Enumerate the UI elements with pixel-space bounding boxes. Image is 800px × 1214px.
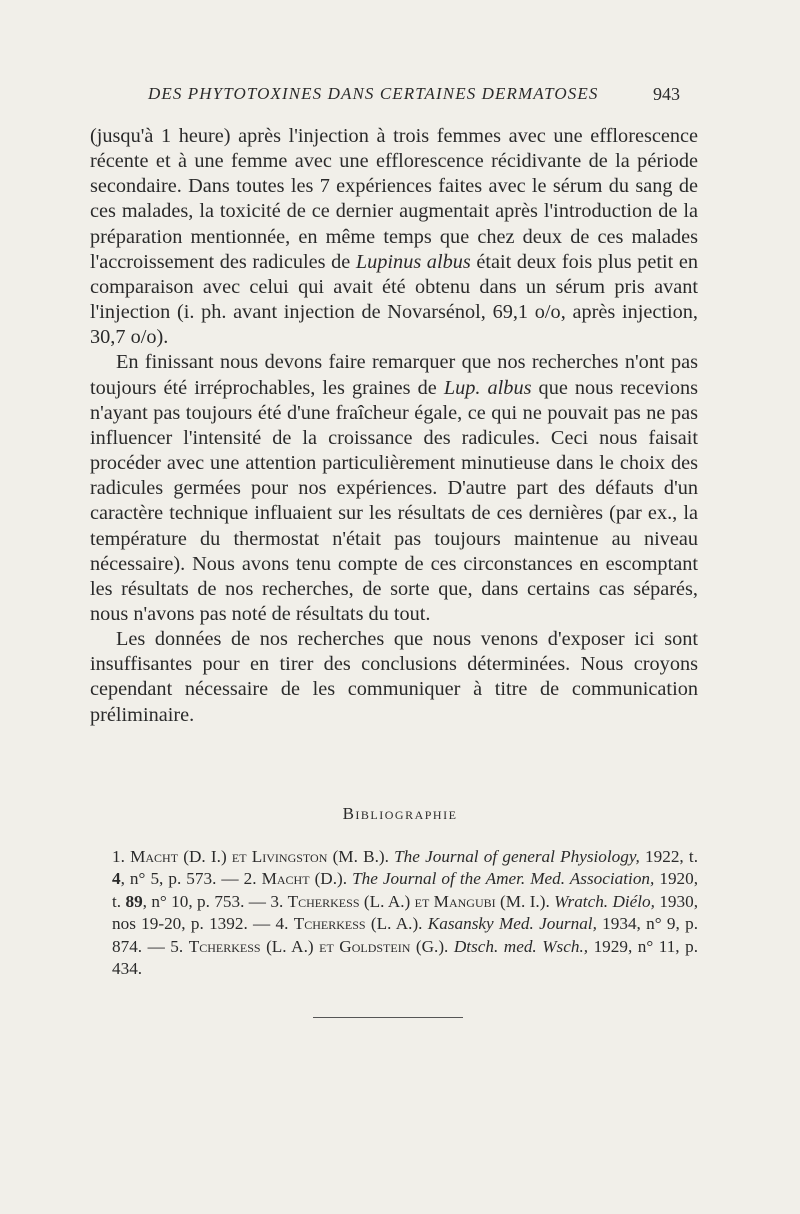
species-name: Lupinus albus bbox=[355, 250, 471, 273]
paragraph-2-text-a: En finissant nous devons faire remarquer que nos recherches n'ont pas toujours été irréprochables, les graines de bbox=[90, 351, 698, 399]
ref-1-detail-a: 1922, t. bbox=[639, 847, 699, 866]
paragraph-1 bbox=[90, 124, 698, 350]
ref-5-authors: Tcherkess (L. A.) et Goldstein (G.). bbox=[188, 936, 449, 956]
species-abbrev: Lup. albus bbox=[443, 376, 532, 399]
ref-2-detail-b: , n° 10, p. 753. — 3. bbox=[142, 891, 288, 911]
ref-5-detail: 1929, n° 11, p. 434. bbox=[112, 936, 699, 979]
article-body bbox=[90, 124, 698, 728]
ref-1-volume: 4 bbox=[112, 869, 121, 889]
ref-1-journal: The Journal of general Physiology, bbox=[394, 847, 640, 866]
paragraph-2-text-b: que nous recevions n'ayant pas toujours été d'une fraîcheur égale, ce qui ne pouvait pas ne pas influencer l'intensité de la croissance des radicules. Ceci nous faisait procéder avec une attention particulièrement minutieuse dans le choix des radicules germées pour nos expériences. D'autre part des défauts d'un caractère technique influaient sur les résultats de ces dernières (par ex., la température du thermostat n'était pas toujours maintenue au niveau nécessaire). Nous avons tenu compte de ces circonstances en escomptant les résultats de nos recherches, de sorte que, dans certains cas séparés, nous n'avons pas noté de résultats du tout. bbox=[90, 376, 698, 625]
running-title: DES PHYTOTOXINES DANS CERTAINES DERMATOSES bbox=[148, 84, 599, 103]
ref-1-authors: Macht (D. I.) et Livingston (M. B.). bbox=[130, 847, 389, 866]
paragraph-1-text-a: (jusqu'à 1 heure) après l'injection à trois femmes avec une efflorescence récente et à une femme avec une efflorescence récidivante de la période secondaire. Dans toutes les 7 expériences faites avec le sérum du sang de ces malades, la toxicité de ce dernier augmentait après l'introduction de la préparation mentionnée, en même temps que chez deux de ces malades l'accroissement des radicules de bbox=[90, 125, 698, 273]
ref-4-detail: 1934, n° 9, p. 874. — 5. bbox=[112, 914, 698, 956]
ref-1-detail-b: , n° 5, p. 573. — 2. bbox=[120, 869, 262, 889]
end-divider bbox=[313, 1017, 463, 1018]
ref-2-volume: 89 bbox=[125, 891, 143, 911]
paragraph-3: Les données de nos recherches que nous venons d'exposer ici sont insuffisantes pour en tirer des conclusions déterminées. Nous croyons cependant nécessaire de les communiquer à titre de communication préliminaire. bbox=[90, 628, 698, 726]
ref-2-authors: Macht (D.). bbox=[261, 869, 348, 889]
paragraph-1-text-b: était deux fois plus petit en comparaison avec celui qui avait été obtenu dans un sérum pris avant l'injection (i. ph. avant injection de Novarsénol, 69,1 o/o, après injection, 30,7 o/o). bbox=[90, 250, 698, 349]
ref-3-detail: 1930, nos 19-20, p. 1392. — 4. bbox=[112, 891, 699, 934]
ref-4-journal: Kasansky Med. Journal, bbox=[427, 914, 597, 934]
ref-3-authors: Tcherkess (L. A.) et Mangubi (M. I.). bbox=[287, 891, 550, 911]
bibliography-list bbox=[90, 846, 698, 980]
bibliography-heading: Bibliographie bbox=[342, 804, 458, 823]
ref-number: 1. bbox=[112, 847, 125, 866]
ref-2-detail-a: 1920, t. bbox=[112, 869, 699, 911]
ref-3-journal: Wratch. Diélo, bbox=[554, 891, 655, 911]
ref-2-journal: The Journal of the Amer. Med. Association, bbox=[352, 869, 655, 889]
paragraph-2 bbox=[90, 350, 698, 627]
ref-4-authors: Tcherkess (L. A.). bbox=[293, 914, 423, 934]
running-header bbox=[118, 80, 680, 108]
bibliography-entries bbox=[90, 846, 698, 980]
page-number: 943 bbox=[653, 84, 680, 104]
ref-5-journal: Dtsch. med. Wsch., bbox=[453, 936, 589, 956]
